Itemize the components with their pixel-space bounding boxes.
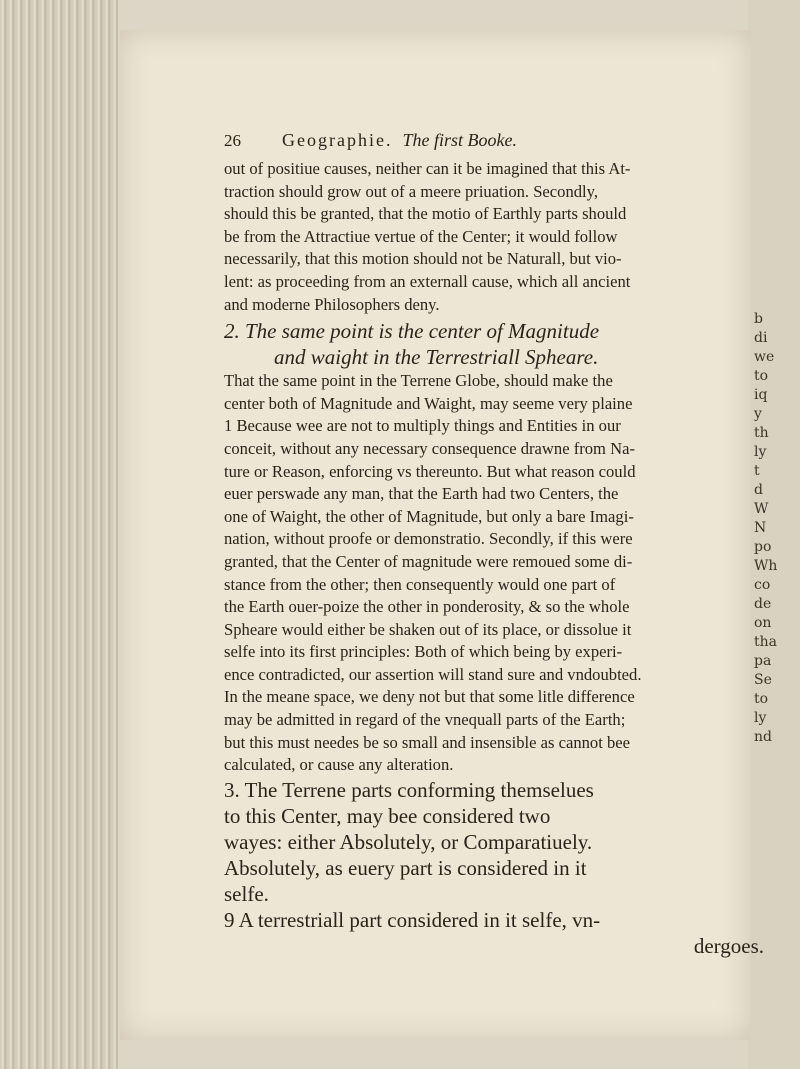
text-line: should this be granted, that the motio of Earthly parts should xyxy=(224,204,627,224)
facing-page-fragment: ly xyxy=(754,444,767,460)
facing-page-fragment: nd xyxy=(754,729,772,745)
text-line: be from the Attractiue vertue of the Center; it would follow xyxy=(224,226,618,246)
facing-page-fragment: Wh xyxy=(754,558,778,574)
text-line: euer perswade any man, that the Earth had two Centers, the xyxy=(224,484,619,504)
facing-page-fragment: th xyxy=(754,425,769,441)
facing-page-fragment: y xyxy=(754,406,762,422)
facing-page-fragment: on xyxy=(754,615,772,631)
text-line: ture or Reason, enforcing vs thereunto. But what reason could xyxy=(224,461,636,481)
text-line: granted, that the Center of magnitude were remoued some di- xyxy=(224,551,633,571)
text-line: calculated, or cause any alteration. xyxy=(224,755,454,775)
text-line: ence contradicted, our assertion will stand sure and vndoubted. xyxy=(224,664,642,684)
text-line: selfe. xyxy=(224,881,269,906)
page-header xyxy=(224,130,800,158)
running-head: Geographie. xyxy=(282,130,393,150)
facing-page-fragment: we xyxy=(754,349,775,365)
page-text xyxy=(224,130,800,959)
facing-page-fragment: ly xyxy=(754,710,767,726)
text-line: necessarily, that this motion should not be Naturall, but vio- xyxy=(224,249,622,269)
facing-page-fragment: N xyxy=(754,520,767,536)
book-label: The first Booke. xyxy=(402,130,517,150)
text-line: out of positiue causes, neither can it be imagined that this At- xyxy=(224,159,631,178)
facing-page-fragment: co xyxy=(754,577,771,593)
facing-page-fragment: di xyxy=(754,330,768,346)
heading-line: 2. The same point is the center of Magnitude xyxy=(224,319,600,344)
text-line: 3. The Terrene parts conforming themselues xyxy=(224,777,594,802)
text-line: In the meane space, we deny not but that some litle difference xyxy=(224,687,635,707)
text-line: conceit, without any necessary consequence drawne from Na- xyxy=(224,438,635,458)
text-line: selfe into its first principles: Both of which being by experi- xyxy=(224,642,623,662)
text-line: and moderne Philosophers deny. xyxy=(224,294,440,314)
facing-page-fragment: tha xyxy=(754,634,777,650)
facing-page-fragment: po xyxy=(754,539,772,555)
text-line: wayes: either Absolutely, or Comparatiuely. xyxy=(224,829,593,854)
text-line: 1 Because wee are not to multiply things and Entities in our xyxy=(224,416,621,436)
paragraph-1 xyxy=(224,158,800,316)
facing-page-fragment: W xyxy=(754,501,769,517)
catchword: dergoes. xyxy=(693,933,764,958)
text-line: traction should grow out of a meere priuation. Secondly, xyxy=(224,181,599,201)
facing-page-fragment: to xyxy=(754,368,769,384)
facing-page-fragment: b xyxy=(754,311,763,327)
text-line: Spheare would either be shaken out of its place, or dissolue it xyxy=(224,619,632,639)
page-number: 26 xyxy=(224,131,241,150)
text-line: may be admitted in regard of the vnequall parts of the Earth; xyxy=(224,710,626,730)
section-3 xyxy=(224,777,800,907)
facing-page-fragment: t xyxy=(754,463,760,479)
heading-line: and waight in the Terrestriall Spheare. xyxy=(274,345,599,370)
text-line: 9 A terrestriall part considered in it selfe, vn- xyxy=(224,907,601,932)
facing-page-fragment: d xyxy=(754,482,763,498)
facing-page-fragment: pa xyxy=(754,653,772,669)
text-line: to this Center, may bee considered two xyxy=(224,803,551,828)
section-heading-2 xyxy=(224,318,800,370)
text-line: stance from the other; then consequently would one part of xyxy=(224,574,616,594)
book-binding-edge xyxy=(0,0,118,1069)
section-9 xyxy=(224,907,800,933)
text-line: but this must needes be so small and insensible as cannot bee xyxy=(224,732,631,752)
text-line: That the same point in the Terrene Globe, should make the xyxy=(224,371,613,391)
facing-page-fragment: de xyxy=(754,596,772,612)
text-line: Absolutely, as euery part is considered in it xyxy=(224,855,587,880)
facing-page-fragment: to xyxy=(754,691,769,707)
text-line: center both of Magnitude and Waight, may seeme very plaine xyxy=(224,393,633,413)
paragraph-2 xyxy=(224,370,800,777)
text-line: one of Waight, the other of Magnitude, but only a bare Imagi- xyxy=(224,506,634,526)
text-line: nation, without proofe or demonstratio. Secondly, if this were xyxy=(224,529,633,549)
text-line: the Earth ouer-poize the other in ponderosity, & so the whole xyxy=(224,597,630,617)
facing-page-fragment: iq xyxy=(754,387,768,403)
text-line: lent: as proceeding from an externall cause, which all ancient xyxy=(224,271,631,291)
facing-page-fragment: Se xyxy=(754,672,772,688)
